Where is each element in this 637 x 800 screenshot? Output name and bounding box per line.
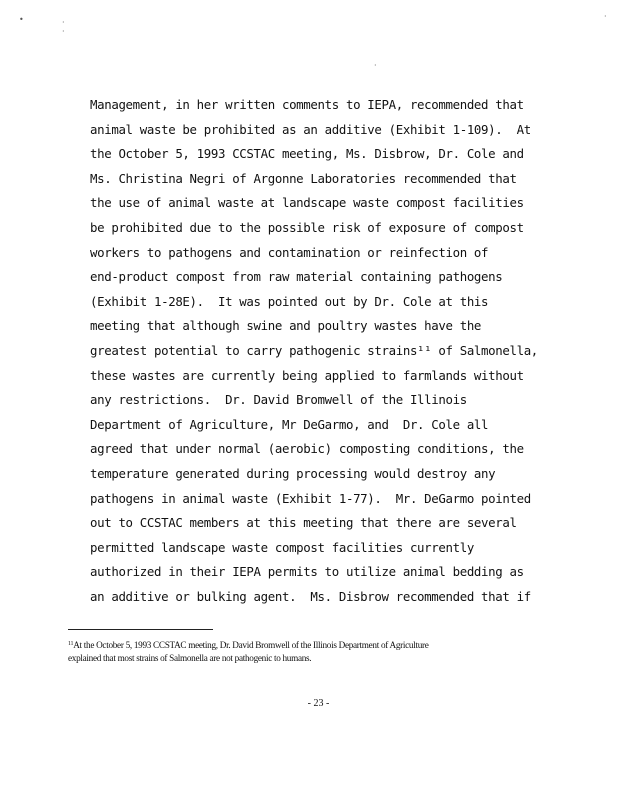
footnote-line-1 xyxy=(68,638,568,652)
body-line: end-product compost from raw material containing pathogens xyxy=(90,269,503,285)
body-line: an additive or bulking agent. Ms. Disbrow recommended that if xyxy=(90,588,531,604)
body-text xyxy=(90,93,560,609)
body-line: agreed that under normal (aerobic) composting conditions, the xyxy=(90,441,524,457)
body-line: the use of animal waste at landscape waste compost facilities xyxy=(90,195,524,211)
scan-speck: • xyxy=(19,15,24,24)
body-line: pathogens in animal waste (Exhibit 1-77). Mr. DeGarmo pointed xyxy=(90,490,531,506)
footnote-divider xyxy=(68,629,213,630)
scan-speck: · xyxy=(62,18,65,27)
body-line: be prohibited due to the possible risk of exposure of compost xyxy=(90,219,524,235)
body-line: any restrictions. Dr. David Bromwell of the Illinois xyxy=(90,392,467,408)
body-line: (Exhibit 1-28E). It was pointed out by Dr. Cole at this xyxy=(90,293,489,309)
body-line: out to CCSTAC members at this meeting that there are several xyxy=(90,515,517,531)
footnote xyxy=(68,638,568,665)
body-line: animal waste be prohibited as an additive (Exhibit 1-109). At xyxy=(90,121,531,137)
scan-speck: · xyxy=(374,61,377,70)
page-number: - 23 - xyxy=(307,698,330,709)
body-line: Management, in her written comments to IEPA, recommended that xyxy=(90,97,524,112)
body-line: greatest potential to carry pathogenic strains¹¹ of Salmonella, xyxy=(90,342,538,358)
body-line: authorized in their IEPA permits to utilize animal bedding as xyxy=(90,564,524,580)
body-line: these wastes are currently being applied to farmlands without xyxy=(90,367,524,383)
footnote-marker: 11 xyxy=(68,641,74,647)
body-line: temperature generated during processing would destroy any xyxy=(90,465,496,481)
footnote-text-1: At the October 5, 1993 CCSTAC meeting, Dr. David Bromwell of the Illinois Department of Agriculture xyxy=(73,640,429,650)
body-line: meeting that although swine and poultry wastes have the xyxy=(90,318,482,334)
body-line: permitted landscape waste compost facilities currently xyxy=(90,539,474,555)
footnote-line-2: explained that most strains of Salmonella are not pathogenic to humans. xyxy=(68,653,312,663)
body-line: the October 5, 1993 CCSTAC meeting, Ms. Disbrow, Dr. Cole and xyxy=(90,146,524,162)
scan-speck: · xyxy=(62,27,65,36)
body-line: workers to pathogens and contamination or reinfection of xyxy=(90,244,489,260)
scan-speck: · xyxy=(604,12,607,21)
body-line: Ms. Christina Negri of Argonne Laboratories recommended that xyxy=(90,170,517,186)
body-line: Department of Agriculture, Mr DeGarmo, and Dr. Cole all xyxy=(90,416,489,432)
